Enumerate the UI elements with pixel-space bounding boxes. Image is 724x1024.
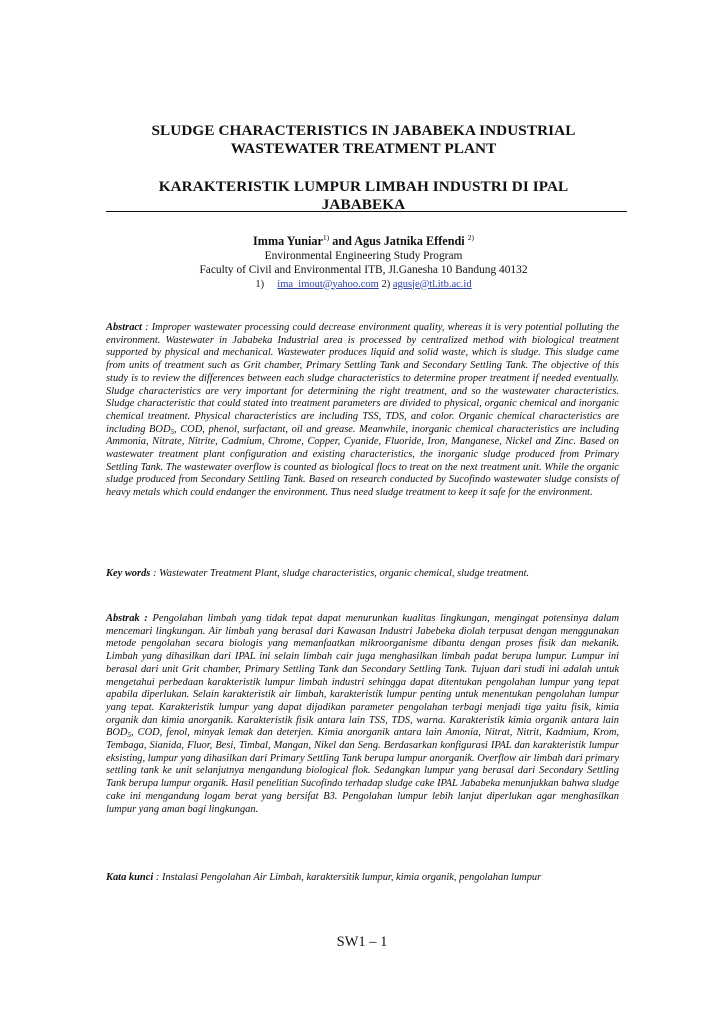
indonesian-keywords-label: Kata kunci: [106, 872, 154, 883]
email-line: [100, 278, 627, 293]
english-keywords: [106, 568, 619, 581]
email-1-link[interactable]: ima_imout@yahoo.com: [277, 278, 379, 290]
bod-subscript: 5: [170, 427, 174, 436]
indonesian-keywords: [106, 872, 619, 885]
author-2-affiliation-marker: 2): [467, 233, 474, 242]
indonesian-keywords-text: Instalasi Pengolahan Air Limbah, karaktersitik lumpur, kimia organik, pengolahan lumpur: [161, 872, 542, 883]
title-block: [100, 122, 627, 214]
english-abstract-label: Abstract: [106, 322, 142, 333]
study-program: Environmental Engineering Study Program: [264, 249, 463, 262]
english-abstract-text-1: Improper wastewater processing could decrease environment quality, whereas it is very potential polluting the environment. Wastewater in Jababeka Industrial area is processed by centralized method with biological treatment supported by physical and mechanical. Wastewater produces liquid and solid waste, which is sludge. This sludge came from units of treatment such as Grit chamber, Primary Settling Tank and Secondary Settling Tank. The objective of this study is to review the differences between each sludge characteristics to determine proper treatment if needed eventually. Sludge characteristics are very important for determining the right treatment, and so the wastewater characteristics. Sludge characteristic that could stated into treatment parameters are divided to physical, organic chemical and inorganic chemical treatment. Physical characteristics are including TSS, TDS, and color. Organic chemical characteristics are including BOD: [106, 322, 619, 435]
author-2-name: Agus Jatnika Effendi: [354, 234, 465, 248]
english-abstract: [106, 322, 619, 500]
english-title-line-2: WASTEWATER TREATMENT PLANT: [230, 140, 497, 157]
english-keywords-text: Wastewater Treatment Plant, sludge characteristics, organic chemical, sludge treatment.: [159, 568, 530, 579]
indonesian-abstract-label: Abstrak :: [106, 613, 148, 624]
email-2-link[interactable]: agusje@tl.itb.ac.id: [392, 278, 472, 290]
author-block: [100, 231, 627, 292]
english-title-line-1: SLUDGE CHARACTERISTICS IN JABABEKA INDUSTRIAL: [151, 122, 576, 139]
author-conjunction: and: [332, 234, 352, 248]
author-names: [100, 231, 627, 249]
indonesian-abstract-text-1: Pengolahan limbah yang tidak tepat dapat menurunkan kualitas lingkungan, mengingat potensinya dalam mencemari lingkungan. Air limbah yang berasal dari Kawasan Industri Jabebeka diolah terpusat dengan menggunakan metode pengolahan secara biologis yang memanfaatkan mikroorganisme dibantu dengan proses fisik dan mekanik. Limbah yang dihasilkan dari IPAL ini selain limbah cair juga menghasilkan limbah padat berupa lumpur. Lumpur ini berasal dari unit Grit chamber, Primary Settling Tank dan Secondary Settling Tank. Tujuan dari studi ini adalah untuk mengetahui perbedaan karakteristik lumpur limbah industri sehingga dapat ditentukan pengolahan lumpur yang tepat apabila diperlukan. Selain karakteristik air limbah, karakteristik lumpur penting untuk menentukan pengolahan lumpur yang tepat. Karakteristik lumpur yang dapat dijadikan parameter pengolahan terbagi menjadi tiga yaitu fisik, kimia organik dan kimia anorganik. Karakteristik fisik antara lain TSS, TDS, warna. Karakteristik kimia organik antara lain BOD: [106, 613, 620, 739]
email-2-marker: 2): [381, 278, 391, 290]
indonesian-title-line-2: JABABEKA: [321, 196, 406, 213]
indonesian-title-line-1: KARAKTERISTIK LUMPUR LIMBAH INDUSTRI DI IPAL: [158, 178, 569, 195]
english-abstract-text-2: , COD, phenol, surfactant, oil and grease. Meanwhile, inorganic chemical characteristics are including Ammonia, Nitrate, Nitrite, Cadmium, Chrome, Copper, Cyanide, Fluoride, Iron, Manganese, Nickel and Zinc. Based on wastewater treatment plant configuration and existing characteristics, the inorganic sludge produced from Primary Settling Tank. The wastewater overflow is counted as biological flocs to treat on the next treatment unit. While the organic sludge produced from Secondary Settling Tank. Based on research conducted by Sucofindo wastewater sludge consists of heavy metals which could endanger the environment. Thus need sludge treatment to keep it safe for the environment.: [106, 423, 619, 499]
email-1-marker: 1): [255, 278, 265, 290]
author-1-name: Imma Yuniar: [253, 234, 323, 248]
indonesian-keywords-separator: :: [153, 872, 162, 883]
affiliation-address: Faculty of Civil and Environmental ITB, Jl.Ganesha 10 Bandung 40132: [199, 264, 528, 276]
english-abstract-separator: :: [141, 322, 152, 333]
bod-subscript: 5: [127, 731, 131, 740]
title-spacer: [100, 158, 627, 178]
indonesian-abstract: [106, 613, 619, 816]
page-number: SW1 – 1: [336, 934, 388, 950]
indonesian-abstract-text-2: , COD, fenol, minyak lemak dan deterjen. Kimia anorganik antara lain Amonia, Nitrat, Nitrit, Kadmium, Krom, Tembaga, Sianida, Fluor, Besi, Timbal, Mangan, Nikel dan Seng. Berdasarkan konfigurasi IPAL dan karakteristik lumpur eksisting, lumpur yang dihasilkan dari Primary Settling Tank berupa lumpur anorganik. Overflow air limbah dari primary settling tank ke unit selanjutnya mengandung biological flok. Sedangkan lumpur yang berasal dari Secondary Settling Tank berupa lumpur organik. Hasil penelitian Sucofindo terhadap sludge cake IPAL Jababeka menunjukkan bahwa sludge cake ini mengandung logam berat yang bersifat B3. Pengolahan lumpur lebih lanjut diperlukan agar menghasilkan lumpur yang aman bagi lingkungan.: [106, 727, 619, 815]
english-keywords-separator: :: [150, 568, 160, 579]
title-divider: [106, 211, 627, 212]
english-keywords-label: Key words: [106, 568, 151, 579]
author-1-affiliation-marker: 1): [322, 233, 330, 242]
